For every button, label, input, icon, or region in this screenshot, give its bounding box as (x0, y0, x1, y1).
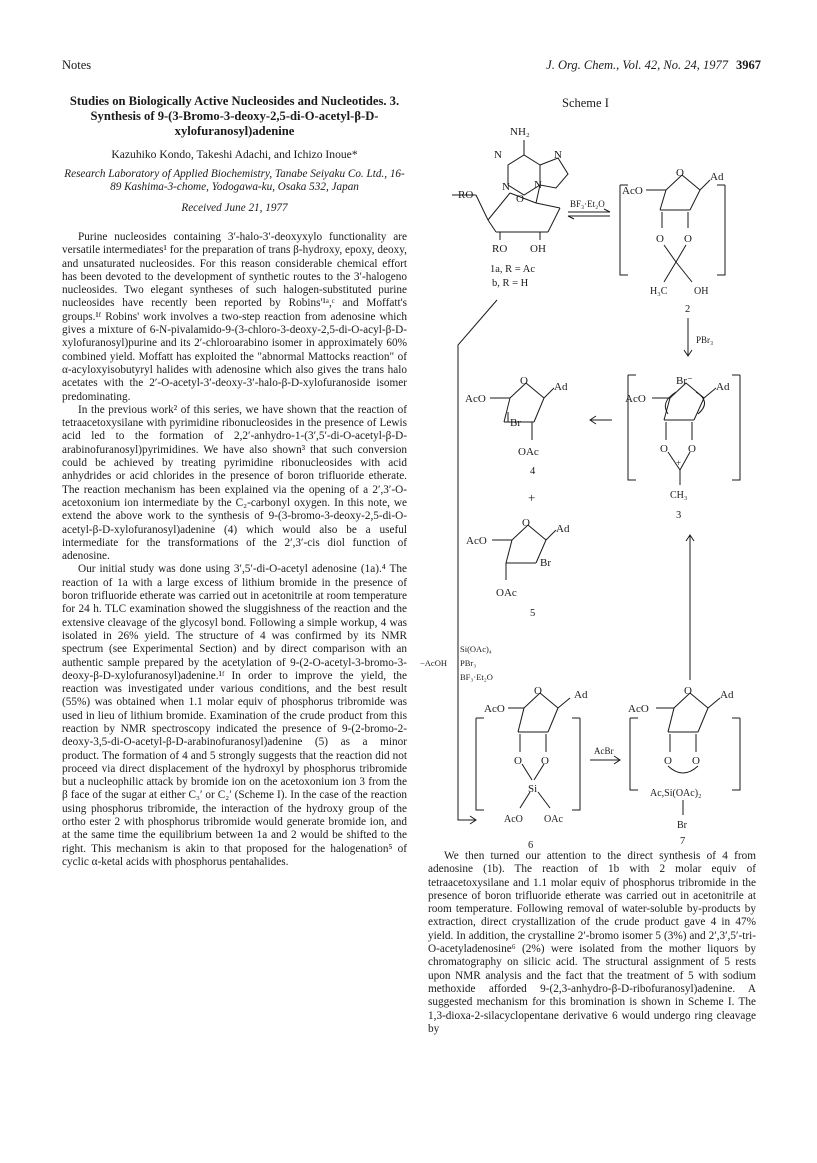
oxygen-label: O (660, 443, 668, 455)
plus-sign: + (528, 490, 536, 505)
page-number: 3967 (736, 58, 761, 72)
reagent-si: Si(OAc)₄ (460, 644, 492, 654)
br-label: Br (677, 820, 687, 831)
reagent-acbr: AcBr (594, 746, 614, 756)
right-column (428, 850, 756, 1036)
paragraph: Our initial study was done using 3′,5′-di-O-acetyl adenosine (1a).⁴ The reaction of 1a with a large excess of lithium bromide in the presence of boron trifluoride etherate was carried out in acetonitrile at room temperature for 24 h. TLC examination showed the sluggishness of the reaction and the extensive cleavage of the glycosyl bond. Following a simple workup, 4 was isolated in 26% yield. The structure of 4 was confirmed by its NMR spectrum (see Experimental Section) and by direct comparison with an authentic sample prepared by the acetylation of 9-(2-O-acetyl-3-bromo-3-deoxy-β-D-xylofuranosyl)adenine.¹ᶠ In order to improve the yield, the reaction was investigated under various conditions, and the best result (55%) was obtained when 1.1 molar equiv of phosphorus tribromide was used in lieu of lithium bromide. Examination of the crude product from this reaction by NMR spectroscopy indicated the presence of 9-(2-bromo-2-deoxy-3,5-di-O-acetyl-β-D-arabinofuranosyl)adenine (5) as a minor product. The formation of 4 and 5 strongly suggests that the reaction did not proceed via direct displacement of the hydroxyl by phosphorus tribromide but a nucleophilic attack by bromide ion on the acetoxonium ion 3 from the β face of the sugar at either C₃′ or C₂′ (Scheme I). In the case of the reaction using phosphorus tribromide, the interaction of the hydroxy group of the ortho ester 2 with phosphorus tribromide would generate bromide ion, and at the same time the equilibrium between 1a and 2 would be shifted to the right. This mechanism is akin to that proposed for the halogenation⁵ of cyclic α-ketal acids with phosphorus pentahalides. (62, 563, 407, 868)
ring-oxygen: O (684, 685, 692, 697)
oac-label: OAc (518, 446, 539, 458)
paragraph: Purine nucleosides containing 3′-halo-3′-deoxyxylo functionality are versatile intermediates¹ for the preparation of trans β-hydroxy, epoxy, deoxy, and unsaturated nucleosides. For this reason considerable chemical effort has been devoted to the development of synthetic routes to the 3′-halogeno nucleosides. Two elegant syntheses of such halogen-substituted purine nucleosides have recently been reported by Robins'¹ᵃ,ᶜ and Moffatt's groups.¹ᶠ Robins' work involves a two-step reaction from adenosine which gives a mixture of 6-N-pivalamido-9-(3-chloro-3-deoxy-2,5-di-O-acyl-β-D-xylofuranosyl)purine and its 2′-chloroarabino isomer in approximately 60% combined yield. Moffatt has exploited the "abnormal Mattocks reaction" of α-acyloxyisobutyryl halides with adenosine which also gives the trans halo acetates with the 2′-O-acetyl-3′-deoxy-3′-halo-β-D-xylofuranoside isomer predominating. (62, 231, 407, 403)
ring-oxygen: O (522, 517, 530, 529)
compound-5 (492, 525, 556, 580)
oxygen-label: O (664, 755, 672, 767)
arrow-3-to-4 (590, 416, 612, 424)
n-label: N (502, 181, 510, 193)
acbr-arrow (590, 756, 620, 764)
compound-4 (490, 383, 554, 440)
compound-number-4: 4 (530, 466, 536, 477)
si-label: Si (528, 783, 538, 795)
affiliation: Research Laboratory of Applied Biochemistry, Tanabe Seiyaku Co. Ltd., 16-89 Kashima-3-chome, Yodogawa-ku, Osaka 532, Japan (64, 168, 405, 193)
arrow-7-to-3 (686, 535, 694, 680)
paragraph: We then turned our attention to the direct synthesis of 4 from adenosine (1b). The reaction of 1b with 2 molar equiv of tetraacetoxysilane and 1.1 molar equiv of phosphorus tribromide in the presence of boron trifluoride etherate was carried out in acetonitrile at room temperature. Following removal of water-soluble by-products by extraction, direct crystallization of the crude product gave 4 in 47% yield. In addition, the crystalline 2′-bromo isomer 5 (3%) and 2′,3′,5′-tri-O-acetyladenosine⁶ (2%) were isolated from the mother liquors by chromatography on silicic acid. The structural assignment of 5 rests upon NMR analysis and the fact that the treatment of 5 with sodium methoxide afforded 9-(2,3-anhydro-β-D-ribofuranosyl)adenine. A suggested mechanism for this bromination is shown in Scheme I. The 1,3-dioxa-2-silacyclopentane derivative 6 would undergo ring cleavage by (428, 850, 756, 1035)
br-label: Br (510, 417, 521, 429)
reagent-acoh: −AcOH (420, 658, 447, 668)
ad-label: Ad (554, 381, 568, 393)
reagent-bf3: BF₃·Et₂O (570, 199, 605, 209)
bromide-ion: Br⁻ (676, 375, 693, 387)
ad-label: Ad (574, 689, 588, 701)
nh2-label: NH₂ (510, 126, 530, 138)
oxygen-label: O (684, 233, 692, 245)
ac-si-label: Ac,Si(OAc)₂ (650, 788, 702, 799)
n-label: N (554, 149, 562, 161)
ch3-label: CH₃ (670, 490, 688, 501)
oac-label: OAc (496, 587, 517, 599)
oh-label: OH (530, 243, 546, 255)
oxygen-label: O (541, 755, 549, 767)
label-1b: b, R = H (492, 278, 529, 289)
aco-label: AcO (466, 535, 487, 547)
ring-oxygen: O (516, 193, 524, 205)
journal-citation: J. Org. Chem., Vol. 42, No. 24, 1977 (546, 58, 728, 72)
label-1a: 1a, R = Ac (490, 264, 535, 275)
article-title: Studies on Biologically Active Nucleosides and Nucleotides. 3. Synthesis of 9-(3-Bromo-3-deoxy-2,5-di-O-acetyl-β-D-xylofuranosyl)adenine (69, 94, 400, 138)
authors: Kazuhiko Kondo, Takeshi Adachi, and Ichizo Inoue* (111, 148, 358, 161)
received-date: Received June 21, 1977 (181, 202, 288, 214)
reagent-pbr3: PBr₃ (696, 335, 714, 345)
ad-label: Ad (716, 381, 730, 393)
oh-label: OH (694, 286, 709, 297)
oxygen-label: O (692, 755, 700, 767)
oxygen-label: O (688, 443, 696, 455)
pathway-line (458, 300, 497, 824)
compound-number-7: 7 (680, 836, 686, 847)
aco-label: AcO (465, 393, 486, 405)
h3c-label: H₃C (650, 286, 668, 297)
compound-number-6: 6 (528, 840, 534, 851)
n-label: N (534, 179, 542, 191)
n-label: N (494, 149, 502, 161)
ad-label: Ad (720, 689, 734, 701)
aco-label: AcO (504, 814, 523, 825)
compound-number-2: 2 (685, 304, 691, 315)
ring-oxygen: O (520, 375, 528, 387)
br-label: Br (540, 557, 551, 569)
compound-number-5: 5 (530, 608, 536, 619)
aco-label: AcO (628, 703, 649, 715)
oxygen-label: O (514, 755, 522, 767)
reagent-bf3b: BF₃·Et₂O (460, 672, 493, 682)
compound-number-3: 3 (676, 510, 682, 521)
oac-label: OAc (544, 814, 563, 825)
reagent-pbr3b: PBr₃ (460, 658, 477, 668)
ad-label: Ad (556, 523, 570, 535)
ad-label: Ad (710, 171, 724, 183)
ring-oxygen: O (676, 167, 684, 179)
ro-bottom: RO (492, 243, 508, 255)
cation-charge: + (676, 458, 682, 468)
aco-label: AcO (484, 703, 505, 715)
scheme-title: Scheme I (562, 96, 609, 110)
pbr3-arrow (684, 318, 692, 356)
aco-label: AcO (622, 185, 643, 197)
running-header-section: Notes (62, 58, 92, 72)
ring-oxygen: O (534, 685, 542, 697)
ro-label: RO (458, 189, 474, 201)
equilibrium-arrow (568, 209, 610, 219)
oxygen-label: O (656, 233, 664, 245)
paragraph: In the previous work² of this series, we have shown that the reaction of tetraacetoxysilane with pyrimidine ribonucleosides in the presence of Lewis acid led to the formation of 2,2′-anhydro-1-(3′,5′-di-O-acetyl-β-D-arabinofuranosyl)pyrimidines. We have also shown³ that such conversion could be achieved by treating pyrimidine ribonucleosides with acid anhydrides or acid chlorides in the presence of boron trifluoride etherate. The reaction mechanism has been explained via the opening of a 2′,3′-O-acetoxonium ion intermediate by the C₂-carbonyl oxygen. In this note, we extend the above work to the synthesis of 9-(3-bromo-3-deoxy-2,5-di-O-acetyl-β-D-xylofuranosyl)adenine (4) which would also be a useful intermediate for the transformations of the 2′,3′-cis diol function of adenosine. (62, 403, 407, 563)
aco-label: AcO (625, 393, 646, 405)
